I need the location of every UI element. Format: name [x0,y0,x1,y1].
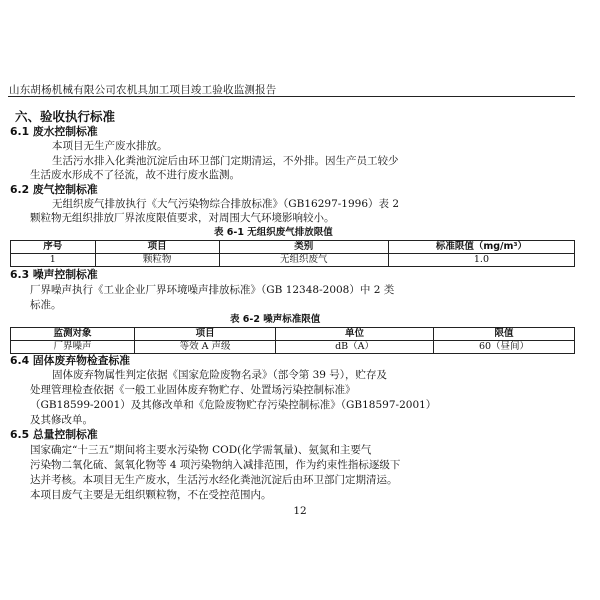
table-cell: 1.0 [388,254,574,267]
report-header-title: 山东胡杨机械有限公司农机具加工项目竣工验收监测报告 [9,84,277,96]
heading-6-3: 6.3 噪声控制标准 [10,268,98,281]
s61-paragraph-2-line-2: 生活废水形成不了径流，故不进行废水监测。 [30,169,240,181]
table-6-2-caption: 表 6-2 噪声标准限值 [230,314,321,325]
heading-6-2: 6.2 废气控制标准 [10,183,98,196]
table-6-1 [10,240,575,267]
s65-line-4: 本项目废气主要是无组织颗粒物，不在受控范围内。 [30,489,272,501]
s65-line-2: 污染物二氧化硫、氮氧化物等 4 项污染物纳入减排范围，作为约束性指标逐级下 [30,459,401,471]
table-cell: 60（昼间） [433,341,574,354]
table-6-1-header-cell: 序号 [11,241,96,254]
s65-line-1: 国家确定“十三五”期间将主要水污染物 COD(化学需氧量)、氨氮和主要气 [30,444,372,456]
table-6-2 [10,327,575,354]
table-cell: 颗粒物 [95,254,219,267]
s62-paragraph-line-2: 颗粒物无组织排放厂界浓度限值要求，对周围大气环境影响较小。 [30,212,335,224]
heading-6-1: 6.1 废水控制标准 [10,125,98,138]
table-6-2-header-row [11,328,575,341]
s63-paragraph-line-1: 厂界噪声执行《工业企业厂界环境噪声排放标准》（GB 12348-2008）中 2 类 [30,284,395,296]
heading-6-4: 6.4 固体废弃物检查标准 [10,354,131,367]
table-cell: 无组织废气 [219,254,388,267]
table-6-1-header-cell: 类别 [219,241,388,254]
header-rule [8,96,575,97]
page-number: 12 [293,505,307,517]
table-6-1-header-cell: 项目 [95,241,219,254]
s61-paragraph-1: 本项目无生产废水排放。 [52,140,168,152]
s65-line-3: 达并考核。本项目无生产废水，生活污水经化粪池沉淀后由环卫部门定期清运。 [30,474,398,486]
table-cell: dB（A） [276,341,434,354]
table-6-2-header-cell: 项目 [135,328,276,341]
s64-line-3: （GB18599-2001）及其修改单和《危险废物贮存污染控制标准》（GB18597-2001） [30,399,437,411]
table-row [11,341,575,354]
heading-6-5: 6.5 总量控制标准 [10,428,98,441]
table-6-2-header-cell: 监测对象 [11,328,135,341]
table-cell: 1 [11,254,96,267]
s63-paragraph-line-2: 标准。 [30,299,62,311]
section-title: 六、验收执行标准 [15,109,116,124]
s62-paragraph-line-1: 无组织废气排放执行《大气污染物综合排放标准》（GB16297-1996）表 2 [52,198,400,210]
table-row [11,254,575,267]
s64-line-1: 固体废弃物属性判定依据《国家危险废物名录》（部令第 39 号），贮存及 [52,369,388,381]
s64-line-4: 及其修改单。 [30,414,93,426]
table-6-1-header-cell: 标准限值（mg/m³） [388,241,574,254]
table-cell: 厂界噪声 [11,341,135,354]
s61-paragraph-2-line-1: 生活污水排入化粪池沉淀后由环卫部门定期清运，不外排。因生产员工较少 [52,155,399,167]
table-6-2-header-cell: 限值 [433,328,574,341]
table-6-1-caption: 表 6-1 无组织废气排放限值 [214,227,333,238]
table-6-1-header-row [11,241,575,254]
table-6-2-header-cell: 单位 [276,328,434,341]
table-cell: 等效 A 声级 [135,341,276,354]
s64-line-2: 处理管理检查依据《一般工业固体废弃物贮存、处置场污染控制标准》 [30,384,356,396]
